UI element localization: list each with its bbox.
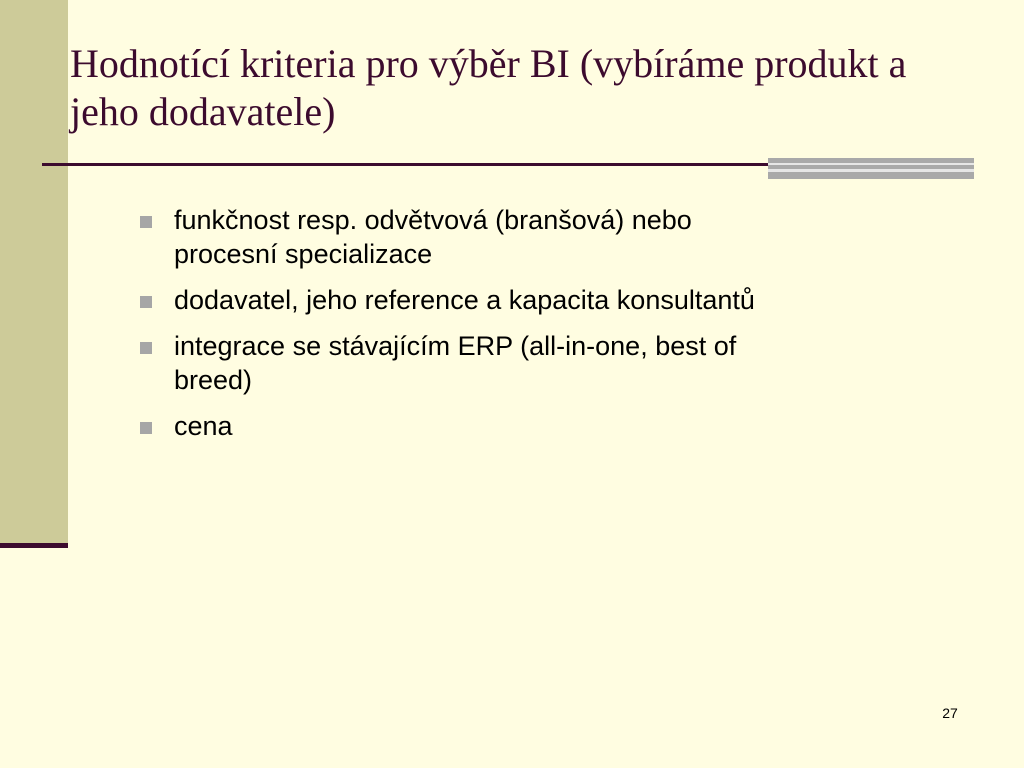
square-bullet-icon bbox=[140, 342, 152, 354]
title-divider-line bbox=[42, 163, 770, 166]
bullet-text: integrace se stávajícím ERP (all-in-one, best of breed) bbox=[174, 331, 737, 395]
list-item bbox=[138, 409, 818, 443]
page-number: 27 bbox=[942, 705, 958, 721]
square-bullet-icon bbox=[140, 216, 152, 228]
bullet-text: dodavatel, jeho reference a kapacita konsultantů bbox=[174, 285, 755, 315]
slide-title: Hodnotící kriteria pro výběr BI (vybíráme produkt a jeho dodavatele) bbox=[70, 41, 907, 134]
left-band-accent-line bbox=[0, 543, 68, 548]
square-bullet-icon bbox=[140, 422, 152, 434]
title-divider-grey-bar bbox=[768, 158, 974, 179]
list-item bbox=[138, 203, 818, 271]
bullet-text: funkčnost resp. odvětvová (branšová) nebo procesní specializace bbox=[174, 205, 692, 269]
bullet-list bbox=[138, 203, 818, 455]
square-bullet-icon bbox=[140, 296, 152, 308]
left-decorative-band bbox=[0, 0, 68, 545]
list-item bbox=[138, 329, 818, 397]
list-item bbox=[138, 283, 818, 317]
bullet-text: cena bbox=[174, 411, 233, 441]
